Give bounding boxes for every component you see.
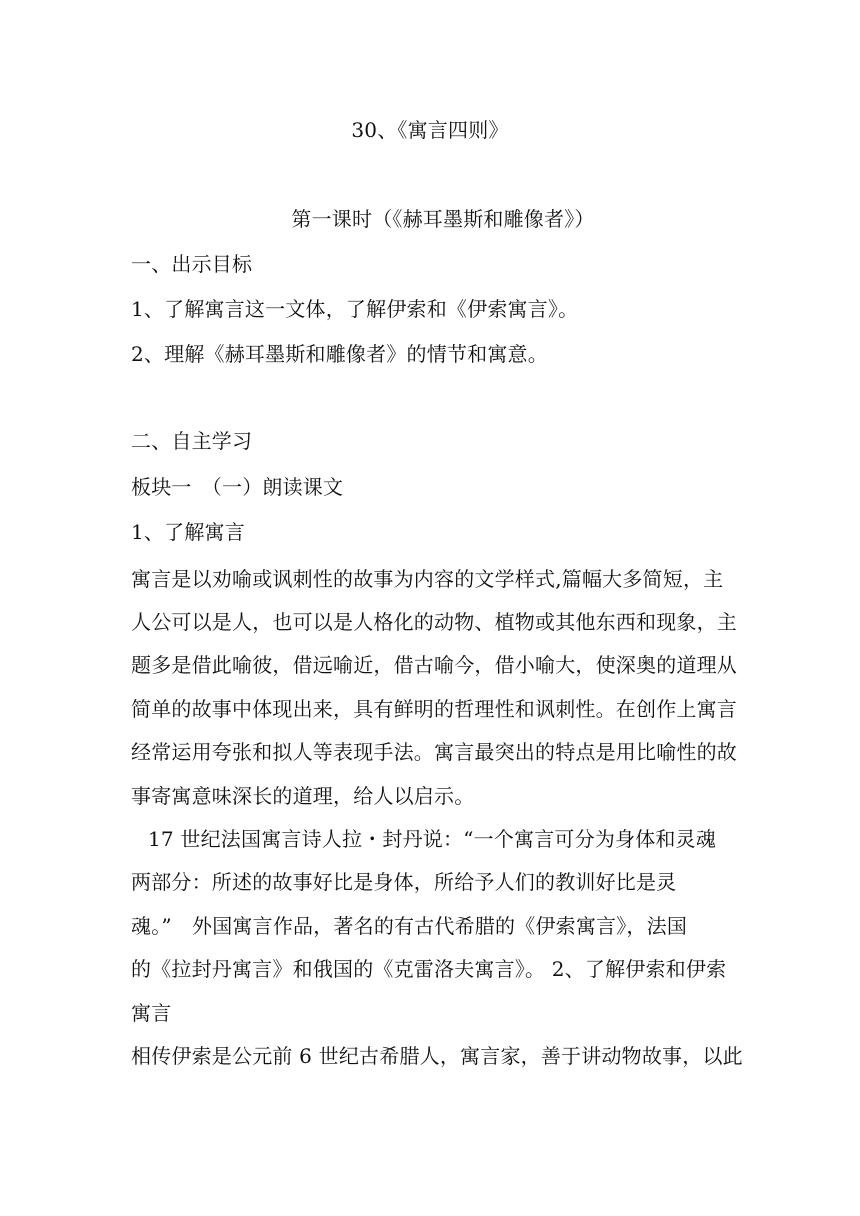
paragraph-line: 相传伊索是公元前 6 世纪古希腊人，寓言家，善于讲动物故事，以此 (131, 1044, 743, 1068)
paragraph-line: 寓言 (131, 1001, 172, 1025)
section-heading-self-study: 二、自主学习 (131, 429, 253, 453)
subheading-fable: 1、了解寓言 (131, 520, 245, 544)
paragraph-line: 简单的故事中体现出来，具有鲜明的哲理性和讽刺性。在创作上寓言 (131, 697, 737, 721)
paragraph-line: 事寄寓意味深长的道理，给人以启示。 (131, 784, 475, 808)
paragraph-line: 经常运用夸张和拟人等表现手法。寓言最突出的特点是用比喻性的故 (131, 740, 737, 764)
lesson-subtitle: 第一课时（《赫耳墨斯和雕像者》） (291, 207, 595, 231)
paragraph-line: 两部分：所述的故事好比是身体，所给予人们的教训好比是灵 (131, 870, 677, 894)
goal-item-1: 1、了解寓言这一文体，了解伊索和《伊索寓言》。 (131, 297, 579, 321)
paragraph-line: 的《拉封丹寓言》和俄国的《克雷洛夫寓言》。 2、了解伊索和伊索 (131, 957, 727, 981)
paragraph-line: 17 世纪法国寓言诗人拉・封丹说：“一个寓言可分为身体和灵魂 (148, 827, 717, 851)
section-heading-goals: 一、出示目标 (131, 252, 253, 276)
document-title: 30、《寓言四则》 (351, 118, 509, 142)
block-heading: 板块一 （一）朗读课文 (131, 475, 344, 499)
paragraph-line: 题多是借此喻彼，借远喻近，借古喻今，借小喻大，使深奥的道理从 (131, 653, 737, 677)
paragraph-line: 人公可以是人，也可以是人格化的动物、植物或其他东西和现象，主 (131, 610, 737, 634)
paragraph-line: 魂。” 外国寓言作品，著名的有古代希腊的《伊索寓言》，法国 (131, 914, 688, 938)
goal-item-2: 2、理解《赫耳墨斯和雕像者》的情节和寓意。 (131, 342, 548, 366)
paragraph-line: 寓言是以劝喻或讽刺性的故事为内容的文学样式,篇幅大多简短，主 (131, 567, 724, 591)
